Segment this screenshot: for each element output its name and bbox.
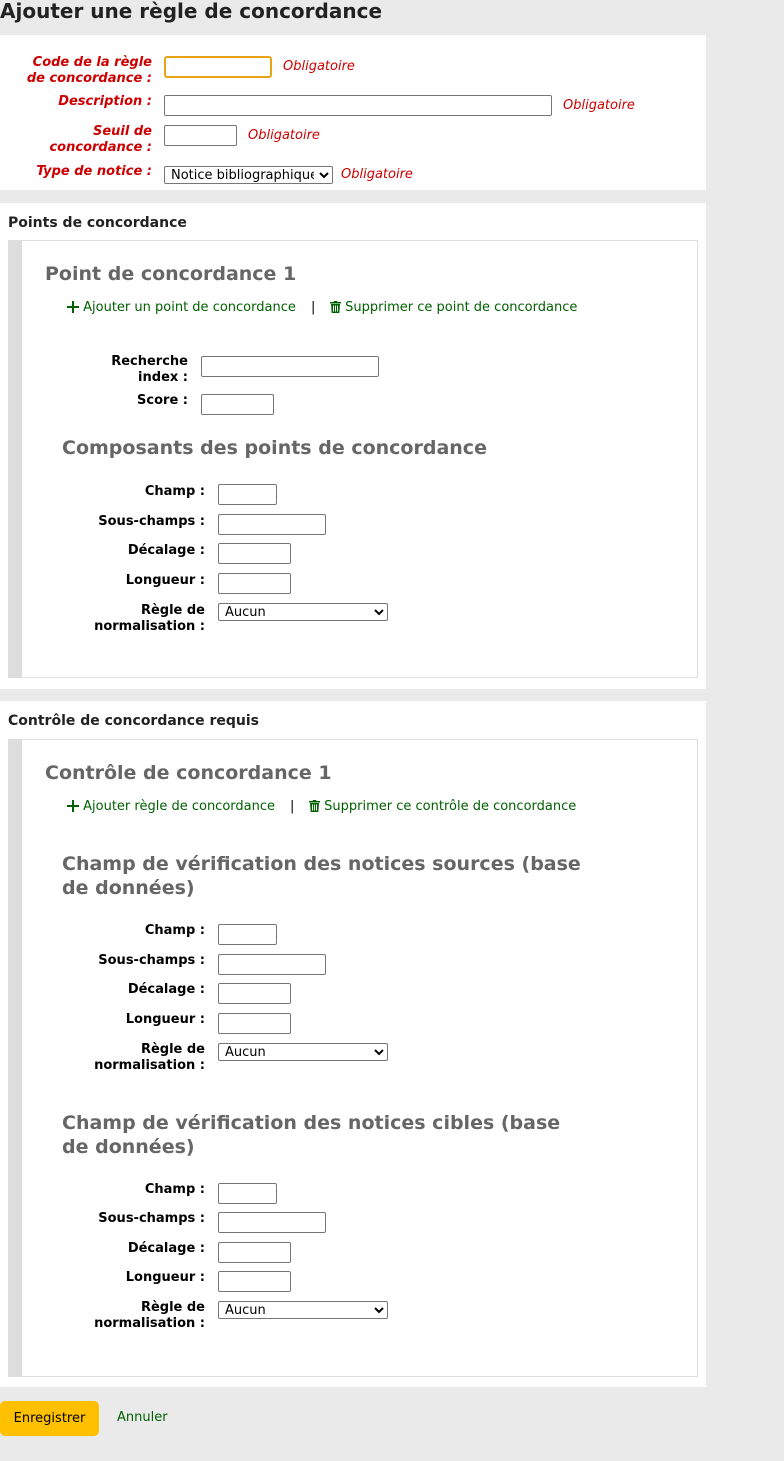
target-field-input[interactable] [218,1183,277,1204]
offset-input[interactable] [218,543,291,564]
target-offset-input[interactable] [218,1242,291,1263]
matchpoint-title: Point de concordance 1 [45,263,297,285]
checks-panel [0,701,706,1387]
search-index-input[interactable] [201,356,379,377]
source-length-input[interactable] [218,1013,291,1034]
record-type-label: Type de notice : [36,164,152,179]
code-label: Code de la règle de concordance : [26,55,152,86]
target-title: Champ de vérification des notices cibles (base de données) [62,1112,561,1158]
subfields-label: Sous-champs : [98,514,205,529]
remove-matchpoint-link[interactable] [330,300,577,315]
remove-matchpoint-label: Supprimer ce point de concordance [345,300,578,315]
add-check-label: Ajouter règle de concordance [83,799,276,814]
subfields-input[interactable] [218,514,326,535]
check-bar [9,740,22,1376]
field-label: Champ : [144,484,205,499]
target-length-input[interactable] [218,1271,291,1292]
source-offset-label: Décalage : [127,982,205,997]
source-norm-label: Règle de normalisation : [94,1042,205,1073]
threshold-input[interactable] [164,125,237,146]
threshold-required: Obligatoire [248,128,320,143]
source-subfields-label: Sous-champs : [98,953,205,968]
remove-check-link[interactable] [309,799,576,814]
score-label: Score : [137,393,188,408]
checks-heading: Contrôle de concordance requis [8,713,259,729]
matchpoint-bar [9,241,22,677]
trash-icon [309,800,320,812]
page-title: Ajouter une règle de concordance [0,0,383,23]
link-separator: | [311,300,316,315]
matchpoints-panel [0,203,706,689]
description-input[interactable] [164,95,552,116]
length-label: Longueur : [125,573,205,588]
target-field-label: Champ : [144,1182,205,1197]
record-type-select[interactable] [164,166,333,184]
source-title: Champ de vérification des notices sources (base de données) [62,853,581,899]
source-length-label: Longueur : [125,1012,205,1027]
add-check-link[interactable] [67,799,275,814]
trash-icon [330,301,341,313]
length-input[interactable] [218,573,291,594]
target-subfields-label: Sous-champs : [98,1211,205,1226]
cancel-link[interactable]: Annuler [117,1410,168,1425]
score-input[interactable] [201,394,274,415]
add-matchpoint-link[interactable] [67,300,296,315]
target-offset-label: Décalage : [127,1241,205,1256]
search-index-label: Recherche index : [111,354,188,385]
target-subfields-input[interactable] [218,1212,326,1233]
field-input[interactable] [218,484,277,505]
plus-icon [67,800,79,812]
target-norm-select[interactable] [218,1301,388,1319]
link-separator: | [290,799,295,814]
target-norm-label: Règle de normalisation : [94,1300,205,1331]
rule-panel [0,35,706,190]
code-required: Obligatoire [283,59,355,74]
record-type-required: Obligatoire [341,167,413,182]
threshold-label: Seuil de concordance : [49,124,152,155]
remove-check-label: Supprimer ce contrôle de concordance [324,799,577,814]
source-subfields-input[interactable] [218,954,326,975]
description-label: Description : [58,94,152,109]
norm-select[interactable] [218,603,388,621]
add-matchpoint-label: Ajouter un point de concordance [83,300,296,315]
matchpoints-heading: Points de concordance [8,215,187,231]
norm-label: Règle de normalisation : [94,603,205,634]
offset-label: Décalage : [127,543,205,558]
target-length-label: Longueur : [125,1270,205,1285]
source-field-input[interactable] [218,924,277,945]
source-norm-select[interactable] [218,1043,388,1061]
source-offset-input[interactable] [218,983,291,1004]
components-title: Composants des points de concordance [62,437,487,459]
description-required: Obligatoire [563,98,635,113]
plus-icon [67,301,79,313]
save-button[interactable]: Enregistrer [0,1401,99,1436]
code-input[interactable] [164,56,272,78]
source-field-label: Champ : [144,923,205,938]
check-title: Contrôle de concordance 1 [45,762,332,784]
